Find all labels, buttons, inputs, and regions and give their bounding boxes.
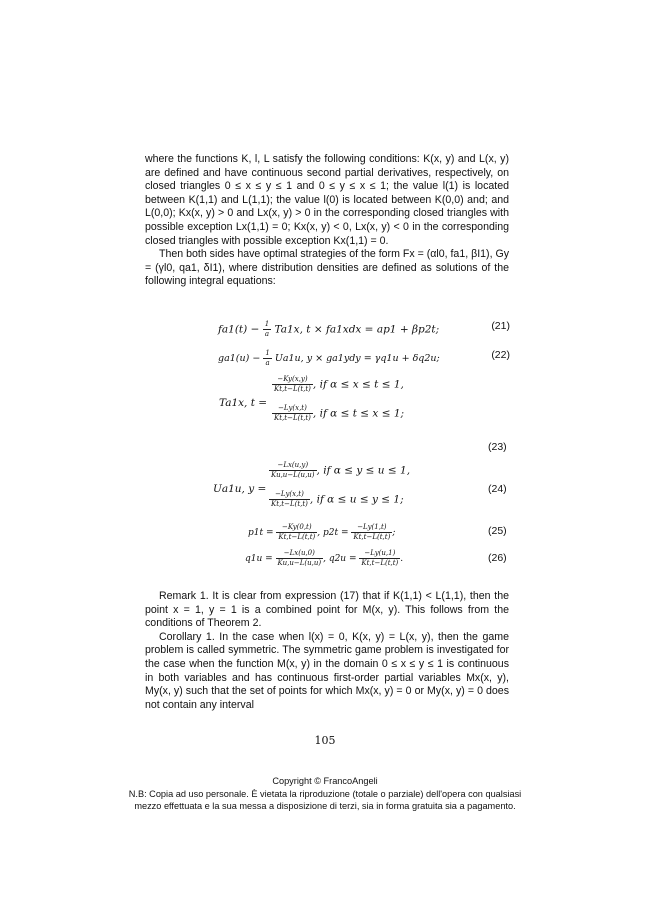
eq21-number: (21) — [491, 320, 510, 332]
eq26-q2: , q2u = — [323, 554, 360, 564]
eq24-case1 — [269, 461, 410, 480]
remark-corollary-text — [145, 590, 509, 712]
eq25-number: (25) — [488, 525, 507, 537]
eq25-p2-den: Kt,t−L(t,t) — [353, 533, 391, 541]
equation-21 — [150, 320, 510, 338]
eq26-end: . — [400, 554, 404, 564]
eq26-q1: q1u = — [245, 554, 276, 564]
copyright-line: Copyright © FrancoAngeli — [272, 776, 378, 786]
eq25-p2: , p2t = — [317, 528, 352, 538]
eq24-case2-den: Kt,t−L(t,t) — [271, 500, 308, 508]
eq24-case1-den: Ku,u−L(u,u) — [271, 471, 315, 479]
eq23-lhs: Ta1x, t = — [219, 397, 268, 409]
eq23-case2-num: −Ly(x,t) — [272, 404, 313, 414]
license-line-1: N.B: Copia ad uso personale. È vietata la riproduzione (totale o parziale) dell'opera con qualsiasi — [128, 788, 522, 799]
eq26-q2-den: Kt,t−L(t,t) — [361, 559, 399, 567]
eq22-number: (22) — [491, 349, 510, 361]
eq26-q1-den: Ku,u−L(u,u) — [277, 559, 322, 567]
eq25-p2-num: −Ly(1,t) — [351, 523, 392, 533]
eq23-case1-cond: , if α ≤ x ≤ t ≤ 1, — [312, 378, 404, 391]
eq26-q2-num: −Ly(u,1) — [359, 549, 400, 559]
copyright-footer — [0, 775, 650, 813]
eq25-end: ; — [392, 528, 396, 538]
eq23-case2 — [272, 404, 404, 423]
eq24-case2-cond: , if α ≤ u ≤ y ≤ 1; — [309, 493, 404, 506]
page-number: 105 — [314, 734, 336, 747]
intro-text — [145, 153, 509, 289]
eq25-p1-den: Kt,t−L(t,t) — [278, 533, 316, 541]
eq26-body — [245, 549, 403, 568]
eq21-rhs: Ta1x, t × fa1xdx = ap1 + βp2t; — [274, 323, 440, 336]
eq24-lhs: Ua1u, y = — [213, 483, 267, 495]
eq25-body — [248, 523, 395, 542]
eq24-case1-cond: , if α ≤ y ≤ u ≤ 1, — [316, 464, 411, 477]
eq25-p1: p1t = — [248, 528, 277, 538]
eq22-lhs: ga1(u) − — [218, 353, 264, 364]
strategies-paragraph: Then both sides have optimal strategies of the form Fx = (αl0, fa1, βI1), Gy = (γl0, qa1, δI1), where distribution densities are defined as solutions of the following integral equations: — [145, 248, 509, 288]
eq21-frac-den: a — [264, 330, 270, 338]
corollary-1: Corollary 1. In the case when l(x) = 0, K(x, y) = L(x, y), then the game problem is called symmetric. The symmetric game problem is investigated for the case when the function M(x, y) in the domain 0 ≤ x ≤ y ≤ 1 is continuous in both variables and has continuous first-order partial variables Mx(x, y), My(x, y) such that the set of points for which Mx(x, y) = 0 or My(x, y) = 0 does not contain any interval — [145, 630, 509, 711]
conditions-paragraph: where the functions K, l, L satisfy the following conditions: K(x, y) and L(x, y) are defined and have continuous second partial derivatives, respectively, on closed triangles 0 ≤ x ≤ y ≤ 1 and 0 ≤ y ≤ x ≤ 1; the value l(1) is located between K(1,1) and L(1,1); the value l(0) is located between K(0,0) and; and L(0,0); Kx(x, y) > 0 and Lx(x, y) > 0 in the corresponding closed triangles with possible exception Lx(1,1) = 0; Kx(x, y) < 0, Lx(x, y) < 0 in the corresponding closed triangles with possible exception Kx(1,1) = 0. — [145, 153, 509, 247]
eq24-case2-num: −Ly(x,t) — [269, 490, 310, 500]
eq23-number: (23) — [488, 441, 507, 453]
eq21-fraction — [263, 320, 271, 339]
eq22-fraction — [263, 349, 271, 368]
eq23-case2-cond: , if α ≤ t ≤ x ≤ 1; — [312, 407, 405, 420]
eq22-frac-num: 1 — [265, 349, 270, 357]
eq21-frac-num: 1 — [264, 320, 270, 328]
eq26-q1-num: −Lx(u,0) — [276, 549, 324, 559]
eq24-number: (24) — [488, 483, 507, 495]
eq23-case1-den: Kt,t−L(t,t) — [274, 385, 311, 393]
license-line-2: mezzo effettuata e la sua messa a disposizione di terzi, sia in forma gratuita sia a pagamento. — [134, 801, 516, 811]
equation-22 — [150, 349, 510, 367]
eq21-lhs: fa1(t) − — [218, 323, 263, 336]
eq26-number: (26) — [488, 552, 507, 564]
eq23-case1 — [272, 375, 404, 394]
eq24-case2 — [269, 490, 404, 509]
eq24-case1-num: −Lx(u,y) — [269, 461, 317, 471]
eq25-p1-num: −Ky(0,t) — [276, 523, 317, 533]
eq23-case1-num: −Ky(x,y) — [272, 375, 313, 385]
eq22-frac-den: a — [265, 359, 270, 367]
eq23-case2-den: Kt,t−L(t,t) — [274, 414, 311, 422]
remark-1: Remark 1. It is clear from expression (17) that if K(1,1) < L(1,1), then the point x = 1, y = 1 is a combined point for M(x, y). This follows from the conditions of Theorem 2. — [145, 590, 509, 630]
eq22-rhs: Ua1u, y × ga1ydy = γq1u + δq2u; — [274, 353, 440, 364]
